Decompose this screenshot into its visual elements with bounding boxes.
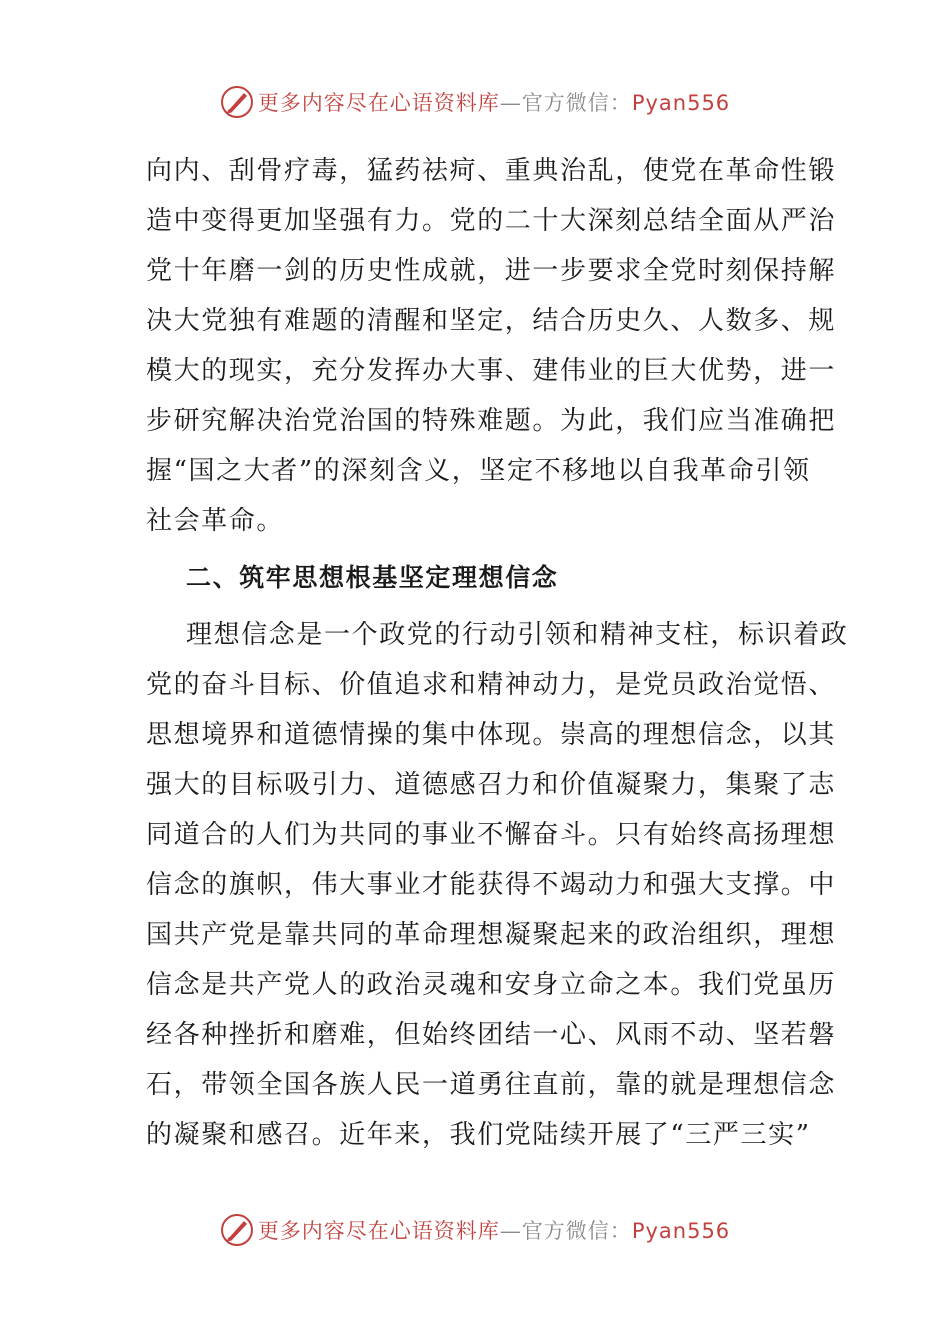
text-line: 同道合的人们为共同的事业不懈奋斗。只有始终高扬理想 xyxy=(146,820,837,850)
text-line: 信念的旗帜，伟大事业才能获得不竭动力和强大支撑。中 xyxy=(146,870,837,900)
text-line: 信念是共产党人的政治灵魂和安身立命之本。我们党虽历 xyxy=(146,970,837,1000)
text-line: 模大的现实，充分发挥办大事、建伟业的巨大优势，进一 xyxy=(146,356,837,386)
text-line: 握“国之大者”的深刻含义，坚定不移地以自我革命引领 xyxy=(146,456,811,486)
banner-separator: — xyxy=(499,1219,522,1243)
banner-text xyxy=(258,1215,730,1245)
banner-id: Pyan556 xyxy=(631,1219,731,1243)
banner-main: 更多内容尽在心语资料库 xyxy=(257,1219,500,1243)
pen-logo-icon xyxy=(220,1213,254,1247)
text-line: 思想境界和道德情操的集中体现。崇高的理想信念，以其 xyxy=(146,720,837,750)
banner-wechat: 官方微信： xyxy=(521,91,632,115)
text-line: 造中变得更加坚强有力。党的二十大深刻总结全面从严治 xyxy=(146,206,837,236)
section-heading: 二、筑牢思想根基坚定理想信念 xyxy=(186,563,559,592)
text-line: 决大党独有难题的清醒和坚定，结合历史久、人数多、规 xyxy=(146,306,837,336)
text-line: 党十年磨一剑的历史性成就，进一步要求全党时刻保持解 xyxy=(146,256,837,286)
text-line: 经各种挫折和磨难，但始终团结一心、风雨不动、坚若磐 xyxy=(146,1020,837,1050)
pen-logo-icon xyxy=(220,85,254,119)
banner-id: Pyan556 xyxy=(631,91,731,115)
document-body xyxy=(146,146,849,1160)
banner-main: 更多内容尽在心语资料库 xyxy=(257,91,500,115)
text-line: 强大的目标吸引力、道德感召力和价值凝聚力，集聚了志 xyxy=(146,770,837,800)
footer-banner xyxy=(0,1210,950,1250)
banner-separator: — xyxy=(499,91,522,115)
text-line: 向内、刮骨疗毒，猛药祛疴、重典治乱，使党在革命性锻 xyxy=(146,156,837,186)
text-line: 国共产党是靠共同的革命理想凝聚起来的政治组织，理想 xyxy=(146,920,837,950)
text-line: 理想信念是一个政党的行动引领和精神支柱，标识着政 xyxy=(186,620,849,650)
text-line: 的凝聚和感召。近年来，我们党陆续开展了“三严三实” xyxy=(146,1120,811,1150)
text-line: 社会革命。 xyxy=(146,506,285,536)
banner-wechat: 官方微信： xyxy=(521,1219,632,1243)
header-banner xyxy=(0,82,950,122)
banner-text xyxy=(258,87,730,117)
text-line: 党的奋斗目标、价值追求和精神动力，是党员政治觉悟、 xyxy=(146,670,837,700)
text-line: 石，带领全国各族人民一道勇往直前，靠的就是理想信念 xyxy=(146,1070,837,1100)
text-line: 步研究解决治党治国的特殊难题。为此，我们应当准确把 xyxy=(146,406,837,436)
